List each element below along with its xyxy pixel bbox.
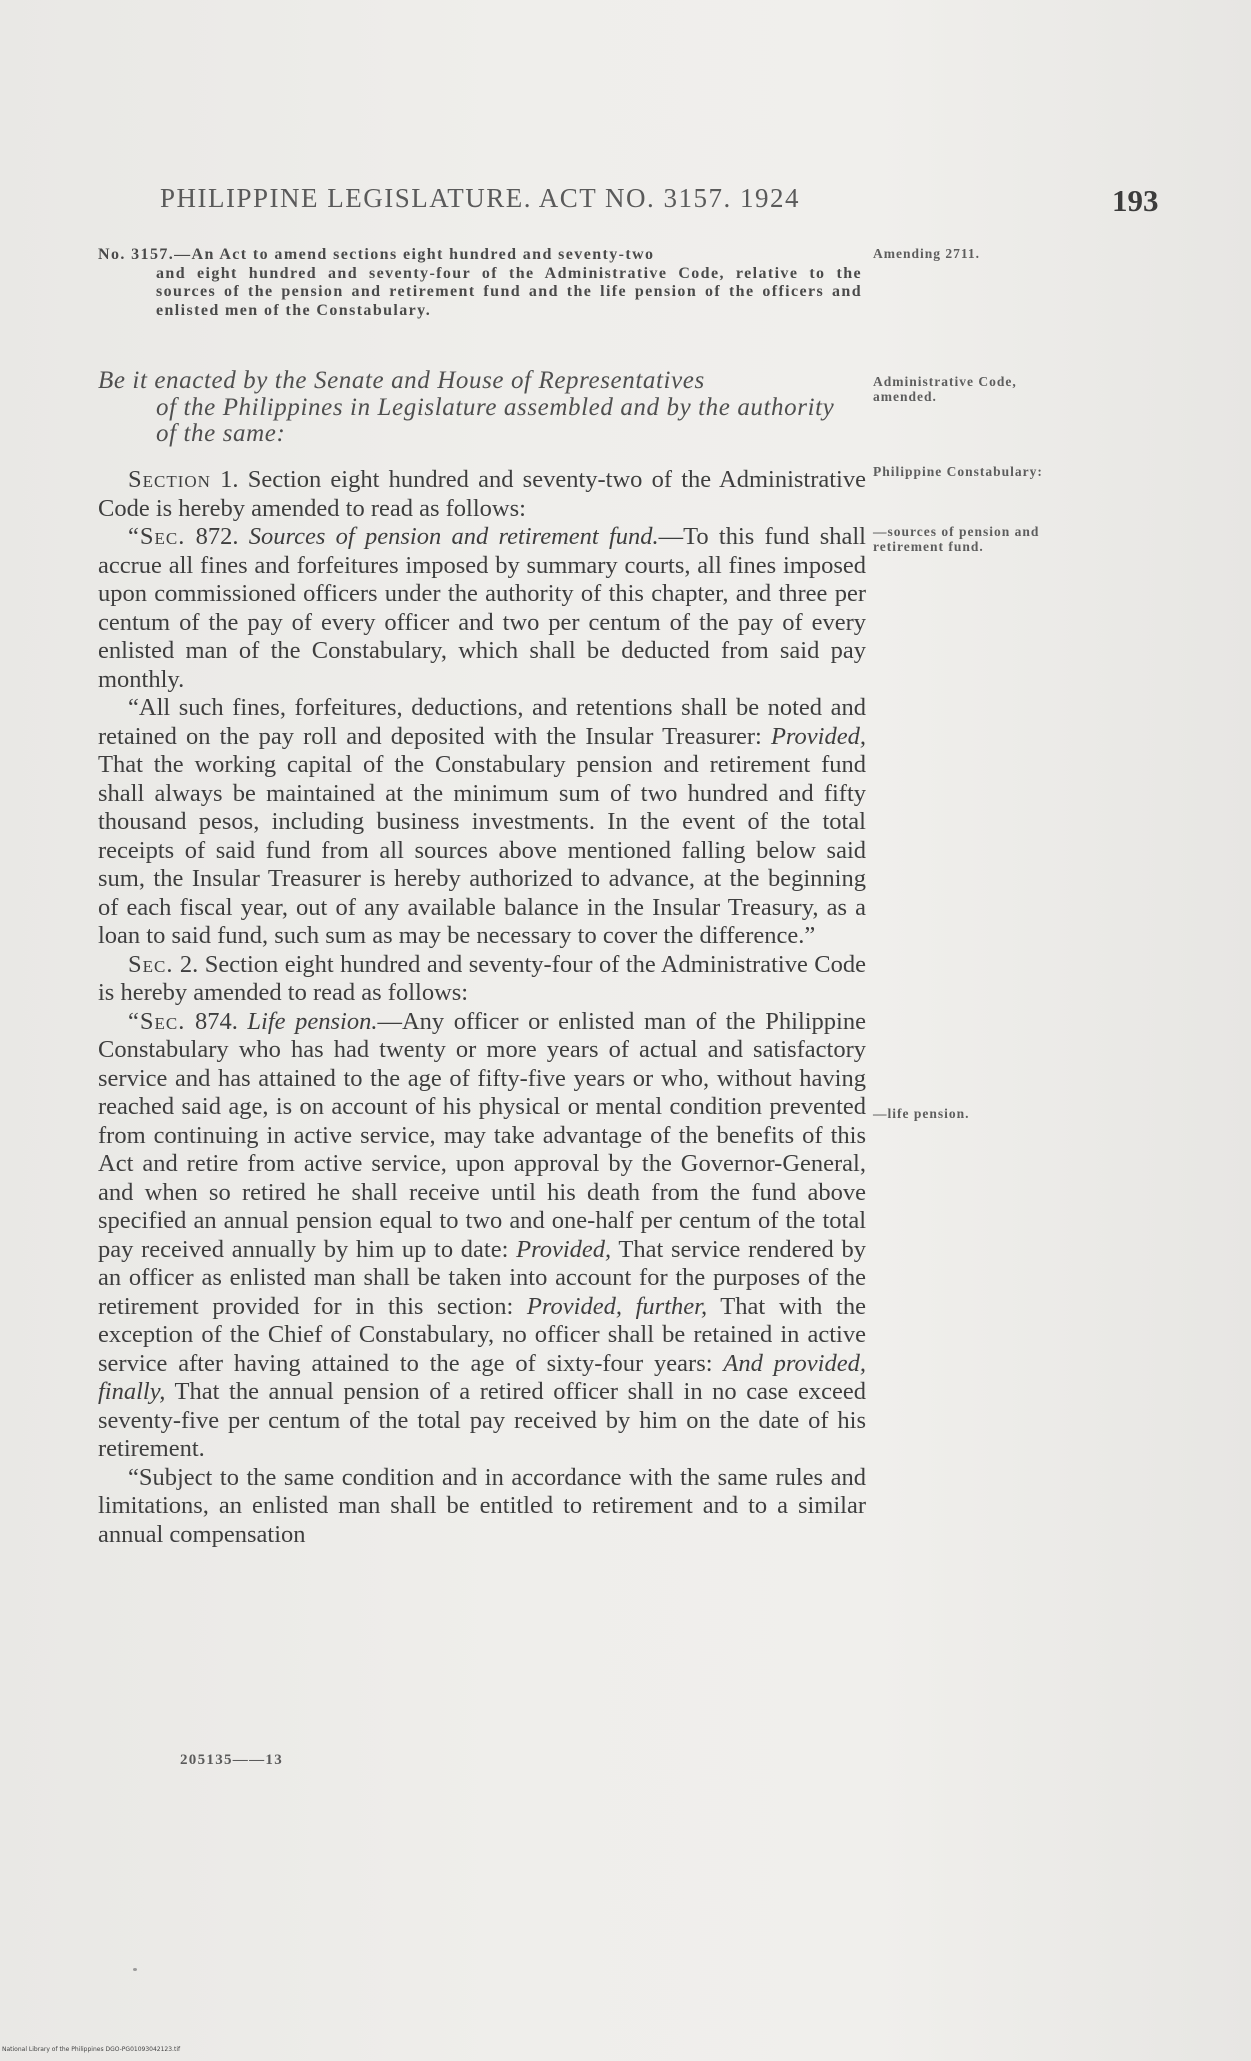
- margin-note-life-pension: —life pension.: [873, 1106, 970, 1121]
- sec-874-label: “Sec.: [128, 1007, 186, 1035]
- section-label: Section: [128, 466, 211, 493]
- running-head: PHILIPPINE LEGISLATURE. ACT NO. 3157. 1924: [160, 183, 801, 213]
- sec-874-text-c: That with the exception of the Chief of Constabulary, no officer shall be retained in active service after having attained to the age of sixty-four years:: [98, 1292, 866, 1377]
- signature-line: 205135——13: [180, 1752, 283, 1768]
- sec-874-provided-1: Provided,: [516, 1235, 612, 1263]
- sec-874-text-a: —Any officer or enlisted man of the Philippine Constabulary who has had twenty or more years of actual and satisfactory service and has attained to the age of fifty-five years or who, without having reached said age, is on account of his physical or mental condition prevented from continuing in active service, may take advantage of the benefits of this Act and retire from active service, upon approval by the Governor-General, and when so retired he shall receive until his death from the fund above specified an annual pension equal to two and one-half per centum of the total pay received annually by him up to date:: [98, 1007, 866, 1263]
- section-1-paragraph: [98, 466, 866, 523]
- sec-874-text-d: That the annual pension of a retired officer shall in no case exceed seventy-five per centum of the total pay received by him on the date of his retirement.: [98, 1378, 866, 1462]
- enacting-line1: Be it enacted by the Senate and House of Representatives: [98, 367, 705, 394]
- sec-874-provided-2: Provided, further,: [526, 1292, 708, 1320]
- sec-872-number: 872.: [185, 523, 249, 550]
- margin-note-admin-code: Administrative Code, amended.: [873, 374, 1017, 404]
- enlisted-paragraph: “Subject to the same condition and in accordance with the same rules and limitations, an enlisted man shall be entitled to retirement and to a similar annual compensation: [98, 1463, 866, 1548]
- enacting-clause: [98, 368, 860, 448]
- section-2-text: 2. Section eight hundred and seventy-four of the Administrative Code is hereby amended to read as follows:: [98, 950, 866, 1006]
- scan-speck: [133, 1968, 137, 1971]
- sec-872-paragraph: [98, 523, 866, 694]
- page-number: 193: [1112, 183, 1159, 218]
- act-heading-line1: No. 3157.—An Act to amend sections eight hundred and seventy-two: [98, 246, 655, 263]
- scan-footer-credit: National Library of the Philippines DGO-PG01093042123.tif: [2, 2046, 181, 2053]
- margin-note-sources: —sources of pension and retirement fund.: [873, 524, 1040, 554]
- sec-874-number: 874.: [185, 1007, 248, 1035]
- sec-874-provided-3: And provided, finally,: [98, 1349, 866, 1405]
- act-heading-rest: and eight hundred and seventy-four of the Administrative Code, relative to the sources of the pension and retirement fund and the life pension of the officers and enlisted men of the Constabulary.: [156, 264, 862, 319]
- sec-874-text-b: That service rendered by an officer as enlisted man shall be taken into account for the purposes of the retirement provided for in this section:: [98, 1235, 866, 1320]
- fines-text-b: That the working capital of the Constabulary pension and retirement fund shall always be maintained at the minimum sum of two hundred and fifty thousand pesos, including business investments. In the event of the total receipts of said fund from all sources above mentioned falling below said sum, the Insular Treasurer is hereby authorized to advance, at the beginning of each fiscal year, out of any available balance in the Insular Treasury, as a loan to said fund, such sum as may be necessary to cover the difference.”: [98, 751, 866, 949]
- section-2-paragraph: [98, 951, 866, 1008]
- sec-872-label: “Sec.: [128, 523, 186, 550]
- body-text: [98, 466, 866, 1549]
- sec-2-label: Sec.: [128, 950, 174, 978]
- enacting-rest: of the Philippines in Legislature assembled and by the authority of the same:: [156, 393, 835, 447]
- sec-874-paragraph: [98, 1008, 866, 1464]
- margin-note-constabulary: Philippine Constabulary:: [873, 464, 1043, 479]
- act-heading: [98, 246, 862, 320]
- margin-note-amending: Amending 2711.: [873, 246, 981, 261]
- sec-872-text: —To this fund shall accrue all fines and forfeitures imposed by summary courts, all fines imposed upon commissioned officers under the authority of this chapter, and three per centum of the pay of every officer and two per centum of the pay of every enlisted man of the Constabulary, which shall be deducted from said pay monthly.: [98, 523, 866, 693]
- section-1-text: 1. Section eight hundred and seventy-two of the Administrative Code is hereby amended to read as follows:: [98, 466, 866, 522]
- sec-872-title: Sources of pension and retirement fund.: [248, 523, 659, 550]
- fines-text-a: “All such fines, forfeitures, deductions, and retentions shall be noted and retained on the pay roll and deposited with the Insular Treasurer:: [98, 694, 866, 750]
- sec-874-title: Life pension.: [247, 1007, 378, 1035]
- fines-paragraph: [98, 694, 866, 951]
- fines-provided: Provided,: [770, 722, 866, 750]
